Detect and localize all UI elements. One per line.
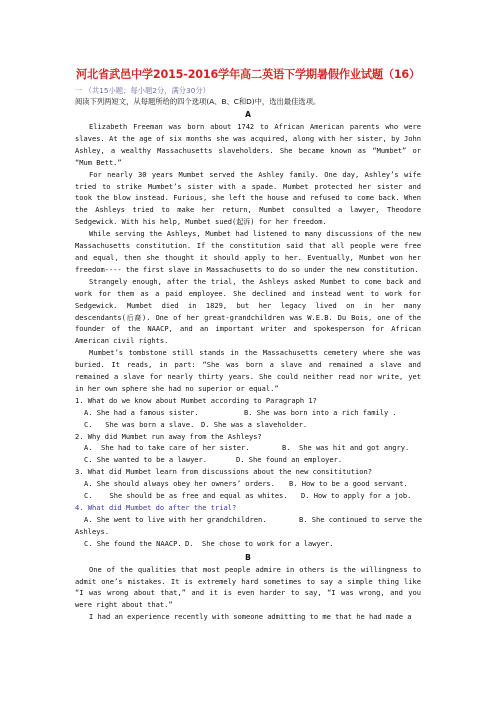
instructions: 阅读下列两短文，从每题所给的四个选项(A、B、C和D)中，选出最佳选项。 xyxy=(75,97,321,106)
option-d: D. How to apply for a job. xyxy=(301,491,412,501)
question-3-options-row-1 xyxy=(75,478,421,490)
option-c: C. She found the NAACP. xyxy=(84,538,182,548)
question-2-options-row-2 xyxy=(75,454,421,466)
passage-a-label: A xyxy=(245,110,251,119)
option-a: A. She should always obey her owners’ orders. xyxy=(84,479,275,489)
question-1-options-row-1 xyxy=(75,407,421,419)
option-b: B. She continued to serve the xyxy=(299,514,423,524)
question-4-options-row-2 xyxy=(75,538,421,550)
option-b: B. She was hit and got angry. xyxy=(282,443,410,453)
passage-b-label: B xyxy=(245,552,251,562)
question-3-options-row-2 xyxy=(75,490,421,502)
passage-b-paragraph-2: I had an experience recently with someone admitting to me that he had made a xyxy=(89,612,412,622)
question-1: 1. What do we know about Mumbet according to Paragraph 1? xyxy=(75,395,317,405)
option-d: D. She was a slaveholder. xyxy=(201,419,308,429)
question-3: 3. What did Mumbet learn from discussions about the new consititution? xyxy=(75,467,372,477)
option-b: B. How to be a good servant. xyxy=(289,479,408,489)
passage-b-paragraph-1: One of the qualities that most people admire in others is the willingness to admit one’s mistakes. It is extremely hard sometimes to say a simple thing like “I was wrong about that,” and it is even harder to say, “I was wrong, and you were right about that.” xyxy=(75,564,421,610)
option-c: C. She wanted to be a lawyer. xyxy=(84,455,208,465)
question-2: 2. Why did Mumbet run away from the Ashleys? xyxy=(75,431,262,441)
passage-a-paragraph-3: While serving the Ashleys, Mumbet had listened to many discussions of the new Massachusetts constitution. If the constitution said that all people were free and equal, then she thought it should apply to her. Eventually, Mumbet won her freedom---- the first slave in Massachusetts to do so under the new constitution. xyxy=(75,229,421,274)
section-header: 一 （共15小题；每小题2分，满分30分） xyxy=(75,86,210,95)
option-b: B. She was born into a rich family . xyxy=(244,407,397,417)
question-4: 4. What did Mumbet do after the trial? xyxy=(75,503,237,512)
option-d: D. She chose to work for a lawyer. xyxy=(185,538,334,548)
question-2-options-row-1 xyxy=(75,442,421,454)
option-a: A. She had to take care of her sister. xyxy=(84,443,250,453)
passage-a-paragraph-2: For nearly 30 years Mumbet served the Ashley family. One day, Ashley’s wife tried to strike Mumbet’s sister with a spade. Mumbet protected her sister and took the blow instead. Furious, she left the house and refused to come back. When the Ashleys tried to make her return, Mumbet consulted a lawyer, Theodore Sedgewick. With his help, Mumbet sued(起诉) for her freedom. xyxy=(75,169,421,227)
document-title: 河北省武邑中学2015-2016学年高二英语下学期暑假作业试题（16） xyxy=(76,68,420,81)
question-4-option-b-continued: Ashleys. xyxy=(75,526,109,536)
option-d: D. She found an employer. xyxy=(236,455,343,465)
option-a: A. She went to live with her grandchildren. xyxy=(84,514,267,524)
passage-a-paragraph-1: Elizabeth Freeman was born about 1742 to African American parents who were slaves. At the age of six months she was acquired, along with her sister, by John Ashley, a wealthy Massachusetts slaveholders. She became known as “Mumbet” or “Mum Bett.” xyxy=(75,122,421,167)
passage-a-paragraph-5: Mumbet’s tombstone still stands in the Massachusetts cemetery where she was buried. It reads, in part: “She was born a slave and remained a slave and remained a slave for nearly thirty years. She could neither read nor write, yet in her own sphere she had no superior or equal.” xyxy=(75,348,421,393)
question-1-options-row-2 xyxy=(75,419,421,431)
question-4-options-row-1 xyxy=(75,514,421,526)
option-c: C. She was born a slave. xyxy=(84,419,195,429)
passage-a-paragraph-4: Strangely enough, after the trial, the Ashleys asked Mumbet to come back and work for them as a paid employee. She declined and instead went to work for Sedgewick. Mumbet died in 1829, but her legacy lived on in her many descendants(后裔). One of her great-grandchildren was W.E.B. Du Bois, one of the founder of the NAACP, and an important writer and spokesperson for African American civil rights. xyxy=(75,276,421,346)
option-a: A. She had a famous sister. xyxy=(84,407,199,417)
option-c: C. She should be as free and equal as whites. xyxy=(84,491,288,501)
